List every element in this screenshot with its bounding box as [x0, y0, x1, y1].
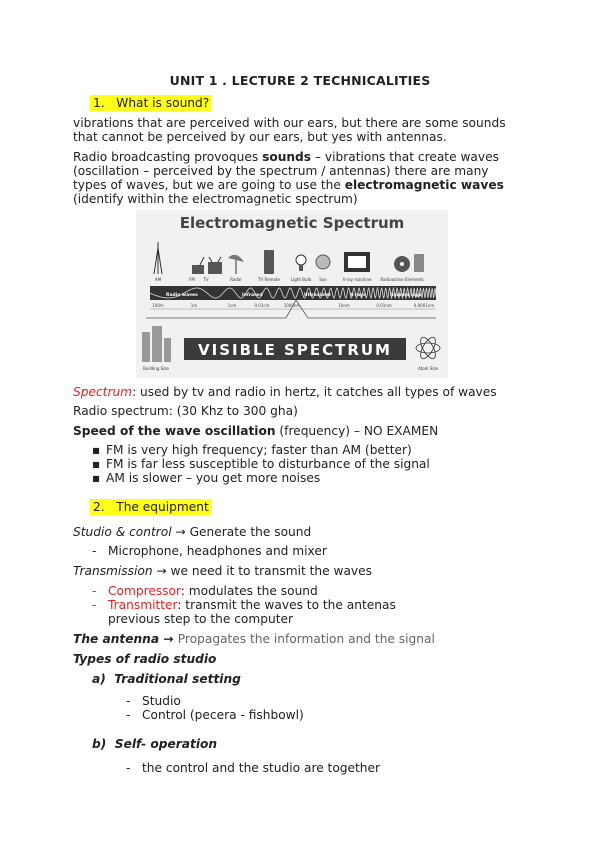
list-item: - Transmitter: transmit the waves to the antenas	[92, 598, 396, 612]
list-item-continuation: previous step to the computer	[108, 612, 293, 626]
antenna-line: The antenna → Propagates the information and the signal	[73, 632, 435, 646]
list-item: ▪ AM is slower – you get more noises	[92, 471, 321, 485]
source-label: Radar	[230, 277, 242, 282]
source-label: Sun	[319, 277, 327, 282]
transmission-line: Transmission → we need it to transmit the waves	[73, 564, 372, 578]
list-item: - Compressor: modulates the sound	[92, 584, 318, 598]
x-ray-machine-icon	[344, 252, 370, 272]
band-label: Infrared	[242, 293, 263, 298]
wavelength-label: 0.01cm	[254, 303, 270, 308]
source-label: Light Bulb	[290, 277, 312, 282]
section-1-heading: 1. What is sound?	[90, 96, 212, 111]
spectrum-definition: Spectrum: used by tv and radio in hertz, it catches all types of waves	[73, 385, 497, 399]
remote-icon	[264, 250, 274, 274]
band-label: Ultraviolet	[304, 293, 331, 298]
wavelength-label: 0.01nm	[376, 303, 392, 308]
paragraph-line: (identify within the electromagnetic spectrum)	[73, 192, 358, 206]
list-item: ▪ FM is far less susceptible to disturbance of the signal	[92, 457, 430, 471]
paragraph-line: types of waves, but we are going to use the electromagnetic waves	[73, 178, 504, 192]
paragraph-line: (oscillation – perceived by the spectrum / antennas) there are many	[73, 164, 489, 178]
source-label: TV	[203, 277, 209, 282]
paragraph-line: Radio broadcasting provoques sounds – vibrations that create waves	[73, 150, 499, 164]
speed-line: Speed of the wave oscillation (frequency) – NO EXAMEN	[73, 424, 439, 438]
wavelength-label: 1000nm	[283, 303, 301, 308]
types-heading: Types of radio studio	[73, 652, 217, 666]
studio-line: Studio & control → Generate the sound	[73, 525, 312, 539]
paragraph-line: that cannot be perceived by our ears, but yes with antennas.	[73, 130, 447, 144]
electromagnetic-spectrum-figure	[136, 210, 448, 378]
visible-spectrum-label: VISIBLE SPECTRUM	[198, 341, 392, 359]
list-item: - Control (pecera - fishbowl)	[126, 708, 304, 722]
sun-icon	[316, 255, 330, 269]
source-label: Radioactive Elements	[380, 277, 424, 282]
wavelength-label: 1m	[190, 303, 198, 308]
source-label: TV Remote	[258, 277, 280, 282]
subheading-b: b) Self- operation	[92, 737, 218, 751]
band-label: X-rays	[350, 293, 366, 298]
section-2-heading: 2. The equipment	[90, 500, 212, 515]
subheading-a: a) Traditional setting	[92, 672, 241, 686]
source-label: AM	[154, 277, 162, 282]
wavelength-label: 100m	[152, 303, 164, 308]
list-item: - the control and the studio are together	[126, 761, 381, 775]
wavelength-label: 0.0001nm	[413, 303, 435, 308]
band-label: Gamma rays	[390, 293, 422, 298]
figure-title: Electromagnetic Spectrum	[179, 214, 405, 232]
source-label: X-ray machine	[342, 277, 372, 282]
left-caption: Building Size	[143, 366, 169, 371]
list-item: ▪ FM is very high frequency; faster than AM (better)	[92, 443, 412, 457]
wavelength-label: 1cm	[227, 303, 237, 308]
band-label: Radio waves	[166, 293, 198, 298]
wavelength-label: 10nm	[338, 303, 350, 308]
list-item: - Microphone, headphones and mixer	[92, 544, 327, 558]
page-title: UNIT 1 . LECTURE 2 TECHNICALITIES	[169, 73, 431, 88]
radio-spectrum-line: Radio spectrum: (30 Khz to 300 gha)	[73, 404, 298, 418]
source-label: FM	[189, 277, 195, 282]
right-caption: Atom Size	[417, 366, 439, 371]
paragraph-line: vibrations that are perceived with our ears, but there are some sounds	[73, 116, 506, 130]
list-item: - Studio	[126, 694, 181, 708]
